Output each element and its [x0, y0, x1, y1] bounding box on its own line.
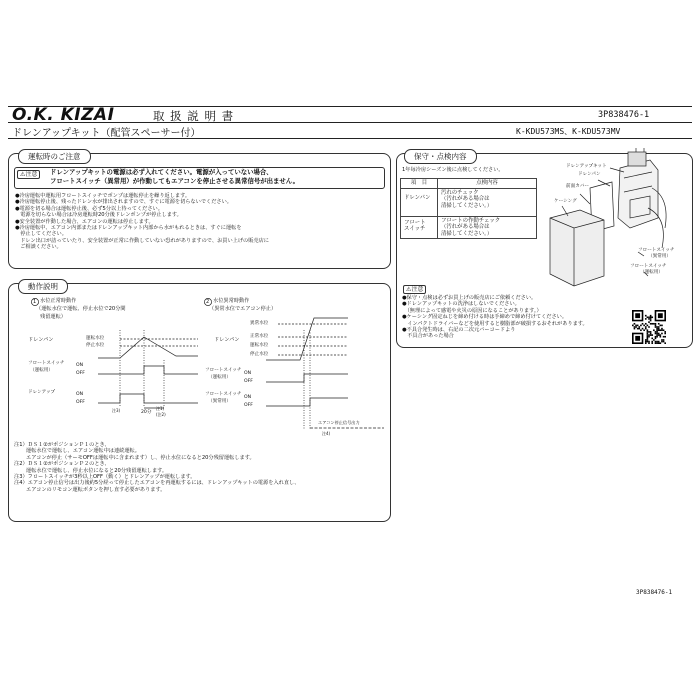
qr-module — [660, 336, 662, 338]
qr-module — [643, 325, 645, 327]
diagram-1-float-label: フロートスイッチ — [28, 361, 65, 366]
qr-module — [663, 336, 665, 338]
qr-module — [655, 341, 657, 343]
qr-module — [658, 334, 660, 336]
qr-module — [656, 329, 658, 331]
table-item-label: フロート — [404, 219, 426, 226]
qr-module — [664, 336, 666, 338]
diagram-1-pump-off: OFF — [76, 400, 85, 405]
qr-module — [645, 323, 647, 325]
caution-bullet: ●電源を切る場合は運転停止後、必ず5分以上待ってください。 — [15, 205, 163, 212]
qr-module — [632, 325, 634, 327]
table-content-line: 清掃してください。） — [441, 202, 493, 209]
qr-module — [648, 341, 650, 343]
qr-module — [647, 334, 649, 336]
qr-module — [658, 333, 660, 335]
qr-module — [647, 336, 649, 338]
diagram-2-float-abn-label: （異常用） — [208, 399, 231, 404]
qr-module — [664, 333, 666, 335]
qr-module — [661, 339, 663, 341]
maintenance-panel-heading: 保守・点検内容 — [404, 149, 477, 164]
qr-module — [650, 318, 652, 320]
diagram-2-drain-pan: ドレンパン — [214, 337, 240, 343]
header-middle-rule — [8, 122, 692, 123]
qr-module — [661, 325, 663, 327]
label-float-abnormal: フロートスイッチ — [638, 248, 675, 253]
diagram-1-stop-level: 停止水位 — [86, 343, 105, 348]
qr-module — [651, 342, 653, 344]
qr-module — [656, 342, 658, 344]
table-content-line: 清掃してください。） — [441, 230, 493, 237]
qr-module — [656, 334, 658, 336]
label-float-abnormal: （異常用） — [648, 254, 671, 259]
table-item-label: ドレンパン — [404, 194, 431, 201]
maintenance-caution-link[interactable]: 不具合があった場合 — [402, 333, 454, 340]
qr-module — [661, 333, 663, 335]
qr-finder — [658, 313, 663, 318]
qr-module — [656, 333, 658, 335]
diagram-2-float-run-off: OFF — [244, 379, 253, 384]
qr-module — [647, 339, 649, 341]
diagram-2-float-abn-off: OFF — [244, 403, 253, 408]
qr-module — [655, 342, 657, 344]
qr-module — [658, 342, 660, 344]
diagram-1-note1: 注1) — [156, 406, 165, 411]
qr-module — [664, 331, 666, 333]
qr-module — [647, 329, 649, 331]
maintenance-caution-line: ●不具合発生時は、右記の二次元バーコードより — [402, 327, 516, 334]
diagram-2-normal-level: 正常水位 — [250, 334, 269, 339]
qr-module — [650, 331, 652, 333]
diagram-2-abnormal-level: 異常水位 — [250, 321, 269, 326]
diagram-1-subtitle: 残留運転） — [40, 314, 66, 320]
qr-module — [656, 326, 658, 328]
qr-module — [661, 328, 663, 330]
qr-module — [638, 328, 640, 330]
qr-module — [648, 331, 650, 333]
diagram-2-stop-signal: エアコン停止信号出力 — [318, 420, 360, 425]
maintenance-caution-line: ●ケーシング固定ねじを締め付ける時は手締めで締め付けてください。 — [402, 314, 568, 321]
qr-module — [645, 315, 647, 317]
operation-note: 注4）エアコン停止信号は出力後約5分経って停止したエアコンを再運転するには、ドレンアップキットの電源を入れ直し、 — [14, 480, 300, 487]
diagram-1-drain-pan: ドレンパン — [28, 337, 54, 343]
diagram-1-pump-on: ON — [76, 392, 84, 397]
qr-module — [643, 329, 645, 331]
qr-module — [656, 336, 658, 338]
qr-module — [660, 325, 662, 327]
diagram-2-run-level: 運転水位 — [250, 343, 269, 348]
qr-module — [656, 328, 658, 330]
qr-module — [660, 342, 662, 344]
qr-module — [658, 328, 660, 330]
label-drain-pan: ドレンパン — [578, 172, 601, 177]
qr-module — [651, 316, 653, 318]
caution-bullet: ●冷房運転停止後、残ったドレン水が排出されますので、すぐに電源を切らないでください。 — [15, 199, 232, 206]
qr-module — [645, 328, 647, 330]
qr-module — [648, 342, 650, 344]
label-float-run: フロートスイッチ — [630, 264, 667, 269]
qr-module — [640, 329, 642, 331]
qr-module — [651, 334, 653, 336]
diagram-2-float-abn-on: ON — [244, 395, 252, 400]
qr-module — [650, 323, 652, 325]
operation-note: 注3）フロートスイッチが3秒以上OFF（動く）とドレンアップが運転します。 — [14, 474, 196, 481]
inspection-table-header — [401, 179, 537, 189]
qr-module — [645, 326, 647, 328]
diagram-2-float-run-on: ON — [244, 371, 252, 376]
diagram-2-abnormal — [204, 298, 384, 430]
qr-module — [645, 342, 647, 344]
diagram-2-float-run-signal — [266, 374, 348, 382]
caution-bullet: ●冷房運転中運転用フロートスイッチでポンプは運転停止を繰り返します。 — [15, 193, 191, 199]
caution-bullet: ドレン出口が詰っていたり、安全装置が正常に作動していない恐れがありますので、お買い上げの販売店に — [15, 237, 269, 244]
table-content-line: 汚れのチェック — [441, 189, 479, 196]
qr-module — [647, 333, 649, 335]
qr-module — [663, 339, 665, 341]
qr-module — [655, 331, 657, 333]
qr-module — [653, 323, 655, 325]
table-header-item: 項 目 — [401, 179, 438, 189]
qr-module — [635, 325, 637, 327]
qr-module — [637, 328, 639, 330]
diagram-1-float-off: OFF — [76, 371, 85, 376]
product-name: ドレンアップキット（配管スペーサー付） — [12, 128, 201, 139]
diagram-1-twenty-min: 20分 — [141, 410, 152, 415]
maintenance-caution-label: 注意 — [411, 286, 424, 293]
table-item-label: スイッチ — [404, 226, 426, 233]
qr-module — [650, 334, 652, 336]
qr-module — [653, 339, 655, 341]
qr-module — [655, 333, 657, 335]
diagram-1-note2: (注2) — [156, 412, 166, 417]
caution-bullet: 停止してください。 — [15, 231, 67, 238]
warning-line-1: ドレンアップキットの電源は必ず入れてください。電源が入っていない場合、 — [50, 168, 273, 176]
qr-module — [645, 341, 647, 343]
maintenance-caution-line: （無理によって感電や火災の原因になることがあります。） — [402, 307, 542, 314]
diagram-2-stop-level: 停止水位 — [250, 352, 269, 357]
diagram-1-pump-signal — [98, 394, 198, 403]
qr-module — [642, 328, 644, 330]
warning-line-2: フロートスイッチ（異常用）が作動してもエアコンを停止させる異常信号が出ません。 — [50, 177, 299, 185]
qr-module — [660, 334, 662, 336]
qr-code[interactable] — [632, 310, 666, 344]
warning-badge-label: 注意 — [25, 171, 38, 178]
qr-module — [647, 316, 649, 318]
label-casing: ケーシング — [554, 199, 577, 204]
qr-module — [645, 318, 647, 320]
diagram-1-float-label: （運転用） — [30, 368, 53, 373]
document-title: 取 扱 説 明 書 — [153, 109, 235, 123]
model-numbers: K-KDU573MS、K-KDU573MV — [516, 127, 621, 136]
qr-module — [634, 323, 636, 325]
footer-document-number: 3P838476-1 — [636, 589, 673, 596]
qr-module — [651, 338, 653, 340]
qr-module — [655, 323, 657, 325]
qr-module — [658, 329, 660, 331]
qr-module — [664, 342, 666, 344]
qr-module — [648, 316, 650, 318]
qr-module — [648, 334, 650, 336]
qr-module — [634, 326, 636, 328]
qr-module — [648, 336, 650, 338]
maintenance-caution-line: ●ドレンアップキットの洗浄はしないでください。 — [402, 301, 520, 308]
qr-module — [655, 326, 657, 328]
warning-triangle-icon: ⚠ — [20, 171, 26, 178]
qr-module — [647, 338, 649, 340]
qr-module — [647, 341, 649, 343]
qr-module — [658, 326, 660, 328]
diagram-2-subtitle: （異常水位でエアコン停止） — [209, 306, 277, 312]
operation-note: エアコンが停止（サーモOFFは運転中に含まれます）し、停止水位になると20分残留運転します。 — [14, 454, 255, 461]
timing-diagrams — [8, 290, 389, 440]
qr-finder — [635, 313, 640, 318]
operation-note: 注2）ＤＳ１②がポジションＰ２のとき、 — [14, 461, 110, 468]
table-cell-content — [438, 188, 537, 216]
drain-kit-illustration — [540, 148, 690, 288]
qr-module — [642, 323, 644, 325]
qr-module — [650, 333, 652, 335]
table-row — [401, 188, 537, 216]
qr-module — [661, 341, 663, 343]
diagram-2-float-run-label: フロートスイッチ — [205, 368, 242, 373]
qr-module — [658, 323, 660, 325]
table-content-line: フロートの作動チェック — [441, 217, 501, 224]
qr-module — [638, 326, 640, 328]
brand-logo: O.K. KIZAI — [12, 105, 115, 125]
label-float-run: （運転用） — [640, 270, 663, 275]
table-content-line: （汚れがある場合は — [441, 196, 490, 203]
maintenance-caution-list — [402, 295, 588, 340]
label-drain-kit: ドレンアップキット — [566, 164, 607, 169]
qr-module — [648, 318, 650, 320]
maintenance-intro: 1年毎冷房シーズン後に点検してください。 — [402, 167, 504, 173]
diagram-1-float-on: ON — [76, 363, 84, 368]
operation-notes — [14, 442, 299, 493]
diagram-2-float-abnormal-signal — [266, 398, 348, 406]
qr-module — [651, 341, 653, 343]
caution-bullet: ●冷房運転中、エアコン内部またはドレンアップキット内部から水がもれるときは、すぐに運転を — [15, 225, 242, 232]
operation-note: エアコンのリモコン運転ボタンを押し直す必要があります。 — [14, 486, 166, 493]
inspection-table — [400, 178, 537, 239]
kit-motor — [628, 152, 646, 166]
qr-module — [635, 326, 637, 328]
diagram-2-title: 水位異常時動作 — [213, 298, 250, 304]
diagram-1-run-level: 運転水位 — [86, 336, 105, 341]
qr-module — [648, 326, 650, 328]
qr-module — [655, 325, 657, 327]
qr-module — [663, 329, 665, 331]
diagram-1-subtitle: （運転水位で運転、停止水位で20分間 — [36, 306, 126, 312]
qr-module — [647, 325, 649, 327]
table-content-line: （汚れがある場合は — [441, 224, 490, 231]
qr-module — [640, 325, 642, 327]
qr-module — [650, 320, 652, 322]
qr-module — [634, 328, 636, 330]
diagram-1-number: 1 — [33, 299, 37, 305]
diagram-1-note3: 注3) — [112, 408, 121, 413]
warning-triangle-icon: ⚠ — [406, 286, 412, 293]
diagram-2-number: 2 — [206, 299, 210, 305]
operation-note: 運転水位で運転し、エアコン運転中は連続運転。 — [14, 448, 140, 455]
qr-module — [661, 329, 663, 331]
operation-note: 運転水位で運転し、停止水位になると20分残留運転します。 — [14, 467, 168, 474]
label-front-cover: 前面カバー — [566, 184, 589, 189]
table-cell-content — [438, 216, 537, 239]
caution-bullet: ご相談ください。 — [15, 244, 62, 251]
caution-bullet-list — [15, 193, 269, 251]
qr-module — [645, 339, 647, 341]
qr-module — [637, 325, 639, 327]
qr-module — [656, 341, 658, 343]
operation-panel-heading: 動作説明 — [18, 279, 68, 294]
diagram-1-title: 水位正常時動作 — [40, 298, 77, 304]
qr-module — [655, 336, 657, 338]
qr-module — [653, 329, 655, 331]
operation-note: 注1）ＤＳ１②がポジションＰ１のとき、 — [14, 442, 110, 448]
header-bottom-rule — [8, 138, 692, 139]
kit-pipe — [636, 148, 644, 152]
caution-bullet: ●安全装置が作動した場合、エアコンの運転は停止します。 — [15, 218, 154, 225]
document-number: 3P838476-1 — [598, 110, 650, 120]
qr-module — [656, 331, 658, 333]
caution-panel-heading: 運転時のご注意 — [18, 149, 91, 164]
qr-module — [663, 341, 665, 343]
qr-module — [660, 329, 662, 331]
qr-module — [650, 316, 652, 318]
qr-module — [648, 321, 650, 323]
qr-module — [647, 331, 649, 333]
caution-bullet: 電源を切らない場合は冷房運転時20分後ドレンポンプが停止します。 — [15, 212, 182, 219]
diagram-2-float-run-label: （運転用） — [208, 375, 231, 380]
qr-module — [651, 323, 653, 325]
maintenance-caution-badge — [403, 285, 426, 294]
maintenance-caution-line: インパクトドライバーなどを使用すると樹脂部が破損するおそれがあります。 — [402, 320, 588, 327]
table-cell-item — [401, 216, 438, 239]
maintenance-caution-line: ●保守・点検は必ずお買上げの販売店にご依頼ください。 — [402, 295, 537, 301]
qr-finder — [635, 336, 640, 341]
qr-module — [655, 338, 657, 340]
qr-module — [658, 341, 660, 343]
diagram-1-float-signal — [98, 366, 198, 374]
qr-module — [650, 315, 652, 317]
warning-badge — [17, 170, 40, 179]
diagram-2-note4: 注4) — [322, 431, 331, 436]
diagram-1-water-curve — [98, 337, 198, 358]
diagram-2-float-abn-label: フロートスイッチ — [205, 392, 242, 397]
kit-body-outline — [618, 160, 658, 228]
table-row — [401, 216, 537, 239]
table-cell-item — [401, 188, 438, 216]
table-header-content: 点検内容 — [438, 179, 537, 189]
diagram-1-pump-label: ドレンアップ — [28, 390, 56, 395]
